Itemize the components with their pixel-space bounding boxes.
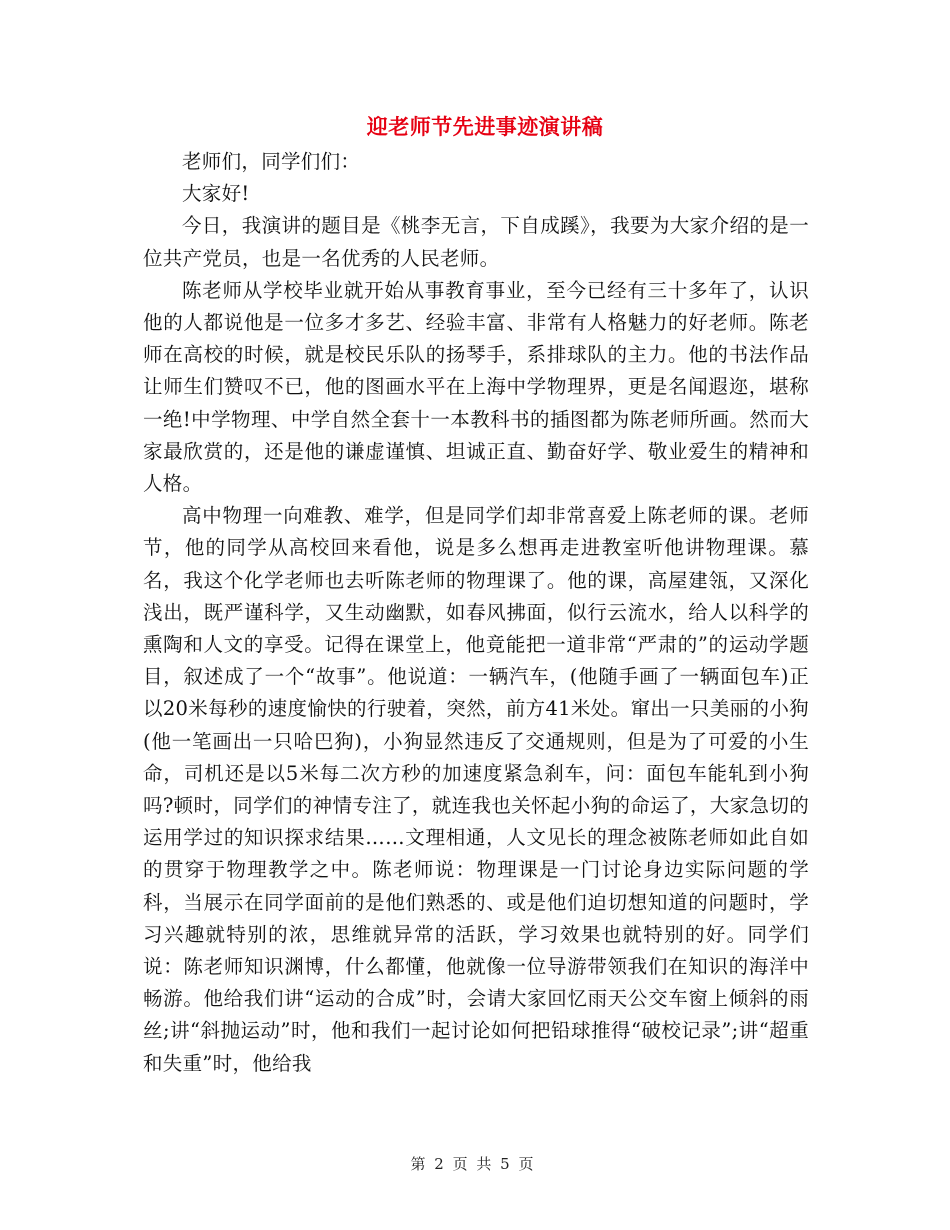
paragraph-physics-teaching: 高中物理一向难教、难学，但是同学们却非常喜爱上陈老师的课。老师节，他的同学从高校回来看他，说是多么想再走进教室听他讲物理课。慕名，我这个化学老师也去听陈老师的物理课了。他的课，高屋建瓴，又深化浅出，既严谨科学，又生动幽默，如春风拂面，似行云流水，给人以科学的熏陶和人文的享受。记得在课堂上，他竟能把一道非常“严肃的”的运动学题目，叙述成了一个“故事”。他说道：一辆汽车，(他随手画了一辆面包车)正以20米每秒的速度愉快的行驶着，突然，前方41米处。窜出一只美丽的小狗(他一笔画出一只哈巴狗)，小狗显然违反了交通规则，但是为了可爱的小生命，司机还是以5米每二次方秒的加速度紧急刹车，问：面包车能轧到小狗吗?顿时，同学们的神情专注了，就连我也关怀起小狗的命运了，大家急切的运用学过的知识探求结果……文理相通，人文见长的理念被陈老师如此自如的贯穿于物理教学之中。陈老师说：物理课是一门讨论身边实际问题的学科，当展示在同学面前的是他们熟悉的、或是他们迫切想知道的问题时，学习兴趣就特别的浓，思维就异常的活跃，学习效果也就特别的好。同学们说：陈老师知识渊博，什么都懂，他就像一位导游带领我们在知识的海洋中畅游。他给我们讲“运动的合成”时，会请大家回忆雨天公交车窗上倾斜的雨丝;讲“斜抛运动”时，他和我们一起讨论如何把铅球推得“破校记录”;讲“超重和失重”时，他给我 [143, 504, 809, 1075]
document-body [143, 146, 809, 1080]
page-number-footer: 第 2 页 共 5 页 [410, 1155, 536, 1173]
paragraph-greeting: 大家好! [182, 182, 250, 206]
document-title: 迎老师节先进事迹演讲稿 [366, 114, 604, 139]
paragraph-teacher-background: 陈老师从学校毕业就开始从事教育事业，至今已经有三十多年了，认识他的人都说他是一位多才多艺、经验丰富、非常有人格魅力的好老师。陈老师在高校的时候，就是校民乐队的扬琴手，系排球队的主力。他的书法作品让师生们赞叹不已，他的图画水平在上海中学物理界，更是名闻遐迩，堪称一绝!中学物理、中学自然全套十一本教科书的插图都为陈老师所画。然而大家最欣赏的，还是他的谦虚谨慎、坦诚正直、勤奋好学、敬业爱生的精神和人格。 [143, 278, 809, 496]
paragraph-introduction: 今日，我演讲的题目是《桃李无言，下自成蹊》，我要为大家介绍的是一位共产党员，也是一名优秀的人民老师。 [143, 214, 809, 270]
paragraph-salutation: 老师们，同学们们： [182, 150, 361, 173]
